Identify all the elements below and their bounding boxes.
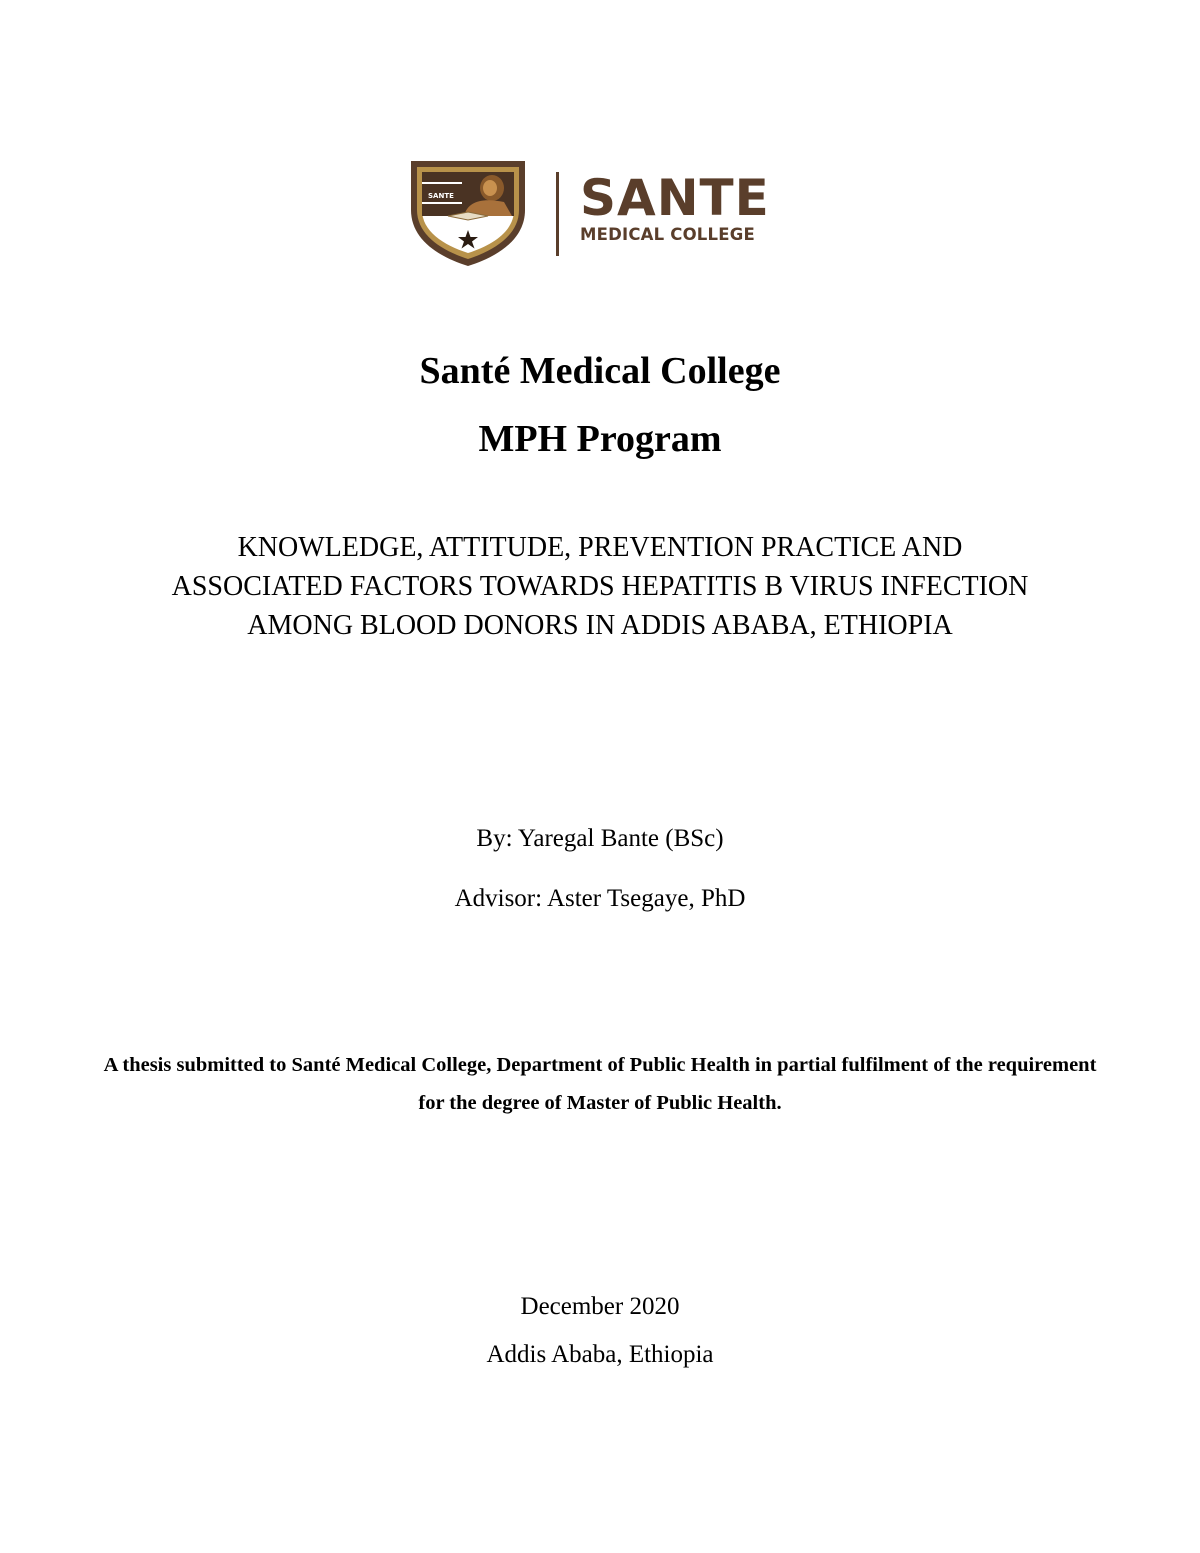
- program-heading: MPH Program: [478, 418, 722, 460]
- logo-brand-subtitle: MEDICAL COLLEGE: [580, 225, 755, 244]
- advisor-line: Advisor: Aster Tsegaye, PhD: [454, 885, 746, 912]
- logo-divider: [556, 172, 559, 256]
- author-line: By: Yaregal Bante (BSc): [476, 825, 724, 852]
- college-crest-icon: [408, 158, 528, 268]
- submission-place: Addis Ababa, Ethiopia: [486, 1341, 714, 1368]
- submission-statement: A thesis submitted to Santé Medical College, Department of Public Health in partial fulfilment of the requirement for the degree of Master of Public Health.: [103, 1054, 1097, 1114]
- submission-date: December 2020: [520, 1293, 680, 1320]
- logo-brand-name: SANTE: [580, 169, 770, 227]
- thesis-title: KNOWLEDGE, ATTITUDE, PREVENTION PRACTICE AND ASSOCIATED FACTORS TOWARDS HEPATITIS B VIRUS INFECTION AMONG BLOOD DONORS IN ADDIS ABABA, ETHIOPIA: [171, 532, 1029, 641]
- college-logo: [408, 158, 798, 268]
- institution-heading: Santé Medical College: [419, 350, 781, 392]
- svg-text:SANTE: SANTE: [428, 192, 454, 200]
